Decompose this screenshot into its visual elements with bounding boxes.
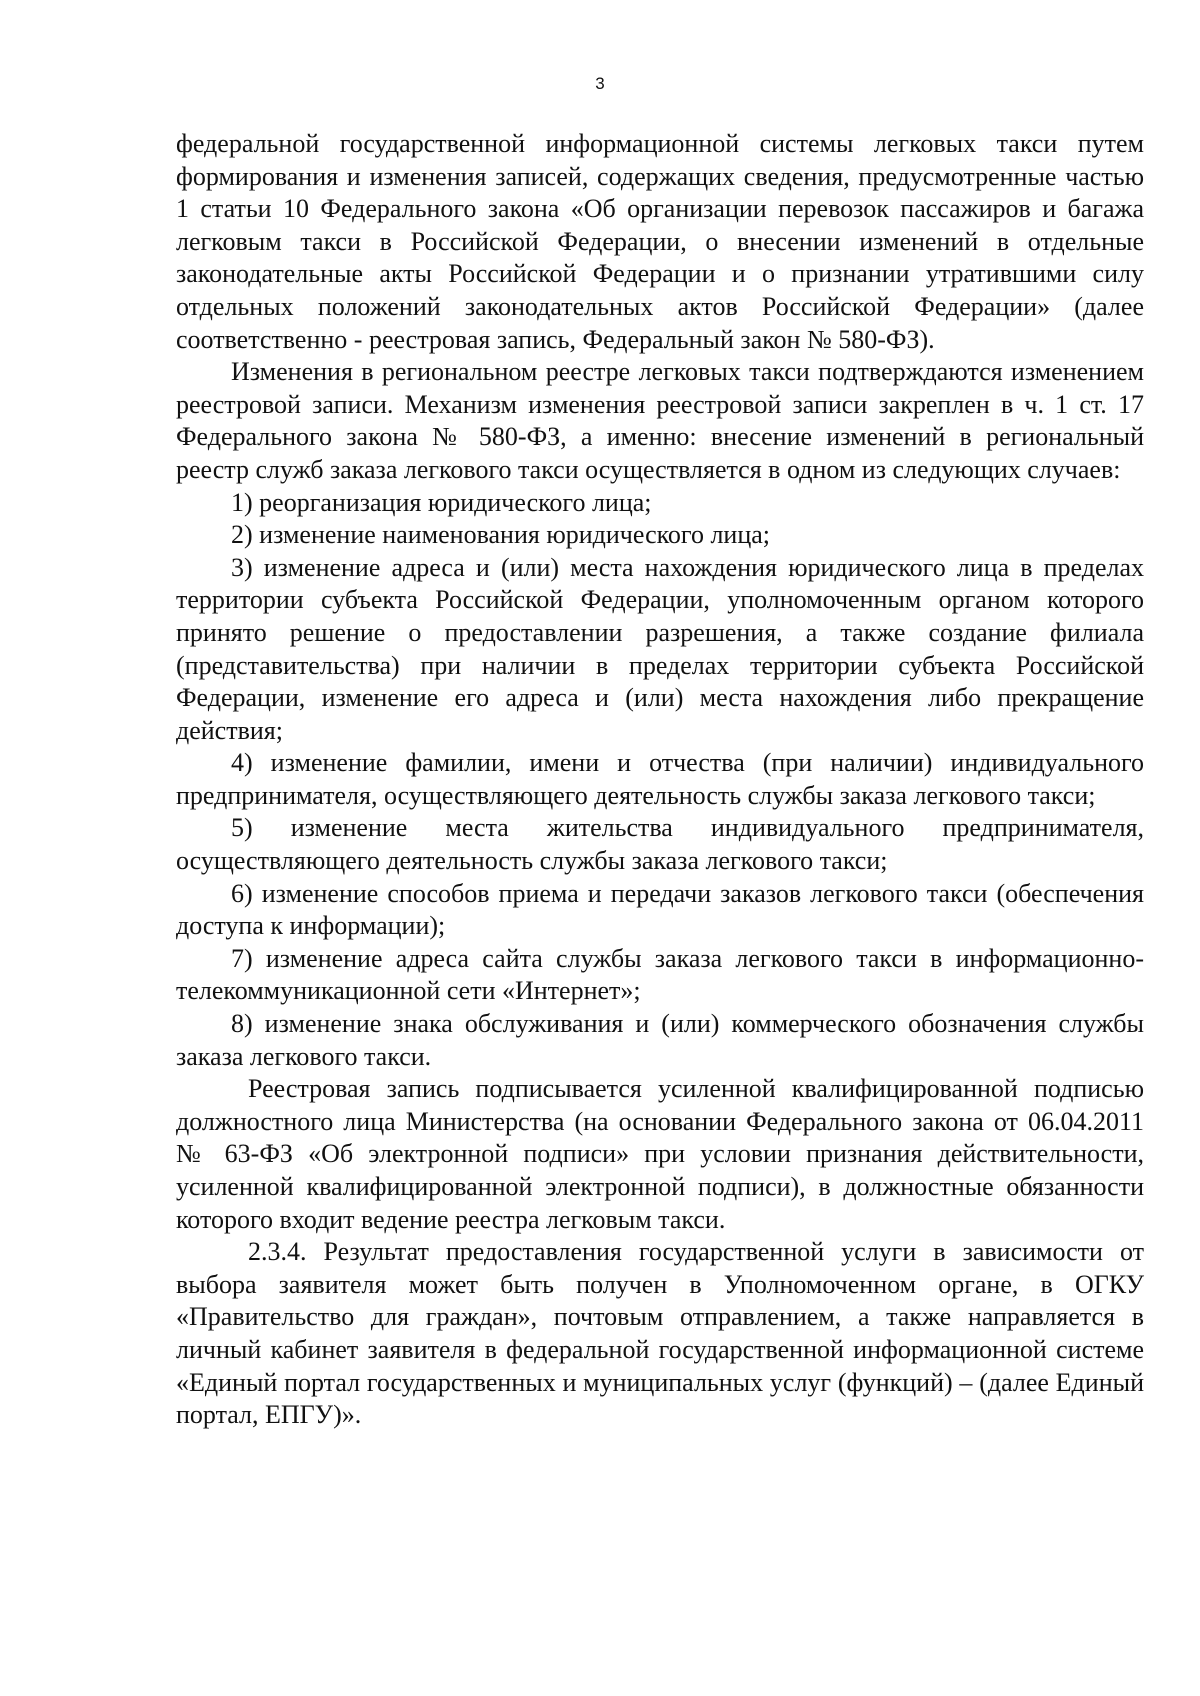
list-item-name-change: 2) изменение наименования юридического лица; <box>231 520 771 550</box>
list-item-trademark-change: 8) изменение знака обслуживания и (или) коммерческого обозначения службы заказа легкового такси. <box>176 1009 1144 1071</box>
list-item-website-change: 7) изменение адреса сайта службы заказа легкового такси в информационно-телекоммуникационной сети «Интернет»; <box>176 943 1144 1006</box>
page-number: 3 <box>595 74 605 93</box>
list-item-residence-change: 5) изменение места жительства индивидуального предпринимателя, осуществляющего деятельность службы заказа легкового такси; <box>176 813 1144 876</box>
document-body <box>176 128 1144 1432</box>
paragraph-registry-changes: Изменения в региональном реестре легковых такси подтверждаются изменением реестровой записи. Механизм изменения реестровой записи закреплен в ч. 1 ст. 17 Федерального закона № 580-ФЗ, а именно: внесение изменений в региональный реестр служб заказа легкового такси осуществляется в одном из следующих случаев: <box>176 357 1144 484</box>
paragraph-service-result: 2.3.4. Результат предоставления государственной услуги в зависимости от выбора заявителя может быть получен в Уполномоченном органе, в ОГКУ «Правительство для граждан», почтовым отправлением, а также направляется в личный кабинет заявителя в федеральной государственной информационной системе «Единый портал государственных и муниципальных услуг (функций) – (далее Единый портал, ЕПГУ)». <box>176 1237 1144 1430</box>
list-item-reorganization: 1) реорганизация юридического лица; <box>231 487 652 517</box>
list-item-address-change: 3) изменение адреса и (или) места нахождения юридического лица в пределах территории субъекта Российской Федерации, уполномоченным органом которого принято решение о предоставлении разрешения, а также создание филиала (представительства) при наличии в пределах территории субъекта Российской Федерации, изменение его адреса и (или) места нахождения либо прекращение действия; <box>176 552 1144 745</box>
list-item-order-methods-change: 6) изменение способов приема и передачи заказов легкового такси (обеспечения доступа к информации); <box>176 878 1144 941</box>
paragraph-registry-record-definition: федеральной государственной информационной системы легковых такси путем формирования и изменения записей, содержащих сведения, предусмотренные частью 1 статьи 10 Федерального закона «Об организации перевозок пассажиров и багажа легковым такси в Российской Федерации, о внесении изменений в отдельные законодательные акты Российской Федерации и о признании утратившими силу отдельных положений законодательных актов Российской Федерации» (далее соответственно - реестровая запись, Федеральный закон № 580-ФЗ). <box>176 129 1144 354</box>
paragraph-registry-signature: Реестровая запись подписывается усиленной квалифицированной подписью должностного лица Министерства (на основании Федерального закона от 06.04.2011 № 63-ФЗ «Об электронной подписи» при условии признания действительности, усиленной квалифицированной электронной подписи), в должностные обязанности которого входит ведение реестра легковым такси. <box>176 1074 1144 1234</box>
list-item-entrepreneur-name-change: 4) изменение фамилии, имени и отчества (при наличии) индивидуального предпринимателя, осуществляющего деятельность службы заказа легкового такси; <box>176 748 1144 810</box>
